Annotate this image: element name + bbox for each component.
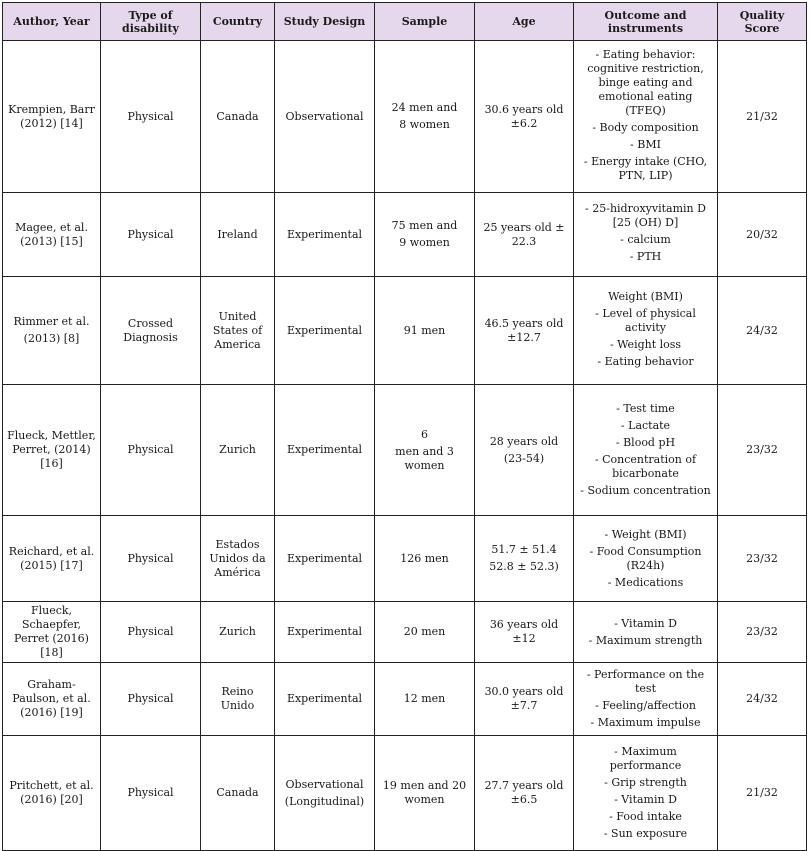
- column-header-study-design: Study Design: [275, 3, 375, 41]
- outcome-item: - Food intake: [609, 810, 682, 823]
- cell-type-of-disability: Physical: [101, 736, 201, 851]
- cell-age: [475, 736, 574, 851]
- age-line: 30.6 years old ±6.2: [484, 102, 564, 130]
- cell-outcome-and-instruments: [574, 41, 718, 193]
- cell-type-of-disability: Crossed Diagnosis: [101, 277, 201, 385]
- outcome-item: - calcium: [620, 233, 671, 246]
- table-row: [3, 41, 807, 193]
- cell-country: Canada: [201, 736, 275, 851]
- cell-sample: [375, 663, 475, 736]
- cell-outcome-and-instruments: [574, 516, 718, 602]
- column-header-sample: Sample: [375, 3, 475, 41]
- column-header-author-year: Author, Year: [3, 3, 101, 41]
- outcome-item: - Maximum impulse: [590, 716, 701, 729]
- outcome-item: - PTH: [629, 250, 662, 263]
- cell-country: Zurich: [201, 385, 275, 516]
- cell-author-year: Krempien, Barr (2012) [14]: [3, 41, 101, 193]
- sample-line: 19 men and 20 women: [382, 779, 467, 806]
- outcome-item: - Concentration of bicarbonate: [594, 453, 697, 480]
- outcome-item: - Maximum performance: [609, 745, 682, 772]
- outcome-item: - Weight loss: [609, 337, 682, 351]
- column-header-country: Country: [201, 3, 275, 41]
- outcome-item: - Medications: [607, 575, 684, 589]
- cell-type-of-disability: Physical: [101, 41, 201, 193]
- sample-line: 12 men: [403, 692, 446, 705]
- age-line: 25 years old ± 22.3: [483, 220, 565, 248]
- sample-line: 6: [421, 427, 428, 441]
- cell-country: Estados Unidos da América: [201, 516, 275, 602]
- cell-age: [475, 663, 574, 736]
- cell-quality-score: 24/32: [718, 663, 807, 736]
- outcome-item: - BMI: [630, 137, 661, 151]
- cell-quality-score: 21/32: [718, 41, 807, 193]
- age-line: 36 years old ±12: [489, 618, 559, 645]
- cell-age: [475, 277, 574, 385]
- sample-line: 75 men and: [391, 219, 458, 232]
- cell-outcome-and-instruments: [574, 736, 718, 851]
- cell-outcome-and-instruments: [574, 277, 718, 385]
- outcome-item: - Energy intake (CHO, PTN, LIP): [583, 154, 708, 182]
- age-line: 30.0 years old ±7.7: [484, 685, 564, 712]
- outcome-item: - Level of physical activity: [595, 306, 696, 334]
- cell-sample: [375, 41, 475, 193]
- table-row: [3, 385, 807, 516]
- cell-country: Reino Unido: [201, 663, 275, 736]
- cell-outcome-and-instruments: [574, 663, 718, 736]
- cell-quality-score: 21/32: [718, 736, 807, 851]
- outcome-item: - Eating behavior: cognitive restriction, binge eating and emotional eating (TFEQ): [587, 47, 704, 117]
- cell-quality-score: 24/32: [718, 277, 807, 385]
- age-line: 28 years old: [489, 434, 559, 448]
- cell-study-design: Experimental: [275, 516, 375, 602]
- author-line: (2013) [8]: [23, 332, 80, 345]
- cell-age: [475, 385, 574, 516]
- cell-author-year: [3, 277, 101, 385]
- cell-sample: [375, 516, 475, 602]
- outcome-item: - 25-hidroxyvitamin D [25 (OH) D]: [585, 202, 706, 229]
- cell-sample: [375, 385, 475, 516]
- sample-line: 126 men: [400, 551, 449, 565]
- cell-author-year: Flueck, Schaepfer, Perret (2016) [18]: [3, 602, 101, 663]
- cell-quality-score: 20/32: [718, 193, 807, 277]
- design-line: Observational: [285, 777, 364, 791]
- cell-type-of-disability: Physical: [101, 602, 201, 663]
- age-line: 52.8 ± 52.3): [489, 560, 559, 573]
- cell-country: Ireland: [201, 193, 275, 277]
- outcome-item: - Eating behavior: [597, 354, 694, 368]
- sample-line: 91 men: [403, 323, 446, 337]
- outcome-item: - Maximum strength: [588, 633, 703, 647]
- cell-sample: [375, 193, 475, 277]
- table-row: [3, 663, 807, 736]
- outcome-item: - Blood pH: [615, 436, 676, 449]
- cell-study-design: Experimental: [275, 385, 375, 516]
- cell-study-design: [275, 736, 375, 851]
- cell-author-year: Graham-Paulson, et al. (2016) [19]: [3, 663, 101, 736]
- table-row: [3, 277, 807, 385]
- outcome-item: - Test time: [616, 402, 675, 415]
- cell-outcome-and-instruments: [574, 193, 718, 277]
- cell-author-year: Flueck, Mettler, Perret, (2014) [16]: [3, 385, 101, 516]
- cell-country: Canada: [201, 41, 275, 193]
- outcome-item: - Vitamin D: [614, 616, 677, 630]
- age-line: (23-54): [503, 451, 545, 465]
- outcome-item: - Lactate: [620, 419, 671, 432]
- column-header-quality-score: Quality Score: [718, 3, 807, 41]
- sample-line: 9 women: [399, 236, 450, 249]
- cell-type-of-disability: Physical: [101, 663, 201, 736]
- sample-line: 8 women: [399, 118, 450, 131]
- cell-type-of-disability: Physical: [101, 193, 201, 277]
- cell-author-year: Pritchett, et al. (2016) [20]: [3, 736, 101, 851]
- author-line: Rimmer et al.: [13, 315, 90, 328]
- cell-outcome-and-instruments: [574, 385, 718, 516]
- sample-line: 20 men: [403, 625, 446, 638]
- cell-quality-score: 23/32: [718, 602, 807, 663]
- age-line: 27.7 years old ±6.5: [484, 779, 564, 806]
- table-header-row: [3, 3, 807, 41]
- column-header-outcome-and-instruments: Outcome and instruments: [574, 3, 718, 41]
- cell-outcome-and-instruments: [574, 602, 718, 663]
- cell-author-year: Reichard, et al. (2015) [17]: [3, 516, 101, 602]
- column-header-type-of-disability: Type of disability: [101, 3, 201, 41]
- outcome-item: - Grip strength: [604, 776, 687, 789]
- table-row: [3, 602, 807, 663]
- cell-sample: [375, 277, 475, 385]
- outcome-item: - Feeling/affection: [595, 699, 696, 712]
- outcome-item: - Weight (BMI): [604, 527, 687, 541]
- column-header-age: Age: [475, 3, 574, 41]
- cell-country: Zurich: [201, 602, 275, 663]
- cell-age: [475, 193, 574, 277]
- design-line: (Longitudinal): [284, 794, 365, 808]
- cell-type-of-disability: Physical: [101, 516, 201, 602]
- cell-type-of-disability: Physical: [101, 385, 201, 516]
- sample-line: men and 3 women: [395, 444, 454, 472]
- table-row: [3, 193, 807, 277]
- age-line: 51.7 ± 51.4: [491, 543, 557, 556]
- study-characteristics-table: [2, 2, 807, 851]
- outcome-item: - Body composition: [592, 120, 699, 134]
- outcome-item: - Sodium concentration: [580, 484, 711, 497]
- cell-study-design: Experimental: [275, 602, 375, 663]
- table-row: [3, 736, 807, 851]
- cell-age: [475, 602, 574, 663]
- cell-sample: [375, 736, 475, 851]
- sample-line: 24 men and: [391, 101, 458, 114]
- cell-author-year: Magee, et al. (2013) [15]: [3, 193, 101, 277]
- cell-quality-score: 23/32: [718, 385, 807, 516]
- cell-sample: [375, 602, 475, 663]
- age-line: 46.5 years old ±12.7: [484, 316, 564, 344]
- outcome-item: - Performance on the test: [586, 668, 705, 695]
- cell-study-design: Experimental: [275, 663, 375, 736]
- table-row: [3, 516, 807, 602]
- outcome-item: - Food Consumption (R24h): [589, 544, 702, 572]
- outcome-item: - Sun exposure: [603, 827, 688, 840]
- cell-age: [475, 41, 574, 193]
- cell-country: United States of America: [201, 277, 275, 385]
- outcome-item: - Vitamin D: [614, 793, 677, 806]
- outcome-item: Weight (BMI): [608, 289, 683, 303]
- cell-age: [475, 516, 574, 602]
- cell-study-design: Experimental: [275, 277, 375, 385]
- cell-study-design: Experimental: [275, 193, 375, 277]
- cell-study-design: Observational: [275, 41, 375, 193]
- cell-quality-score: 23/32: [718, 516, 807, 602]
